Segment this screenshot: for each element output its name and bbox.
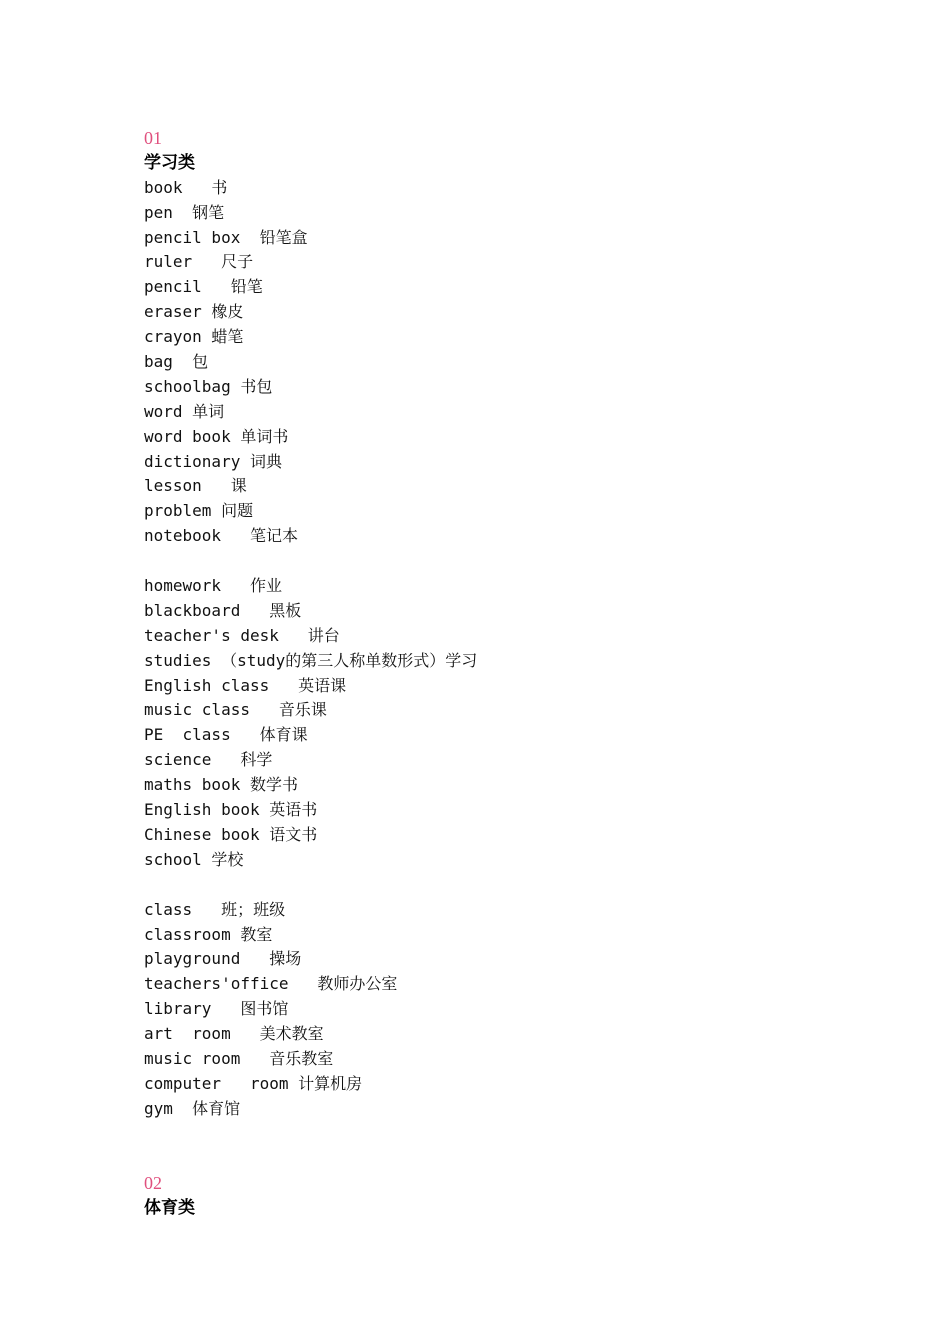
vocab-item: maths book 数学书 [144,775,298,795]
vocab-item: science 科学 [144,750,273,770]
vocab-group-2 [144,574,844,873]
vocab-item: Chinese book 语文书 [144,824,318,844]
document-page [144,126,844,1221]
vocab-item: art room 美术教室 [144,1024,324,1044]
section-number: 02 [144,1173,162,1194]
vocab-item: problem 问题 [144,501,254,521]
vocab-item: playground 操场 [144,949,302,969]
blank-line [144,1147,844,1172]
vocab-item: pen 钢笔 [144,202,225,222]
vocab-item: classroom 教室 [144,924,273,944]
vocab-item: word 单词 [144,401,225,421]
vocab-item: studies （study的第三人称单数形式）学习 [144,650,478,670]
vocab-group-3 [144,898,844,1122]
vocab-item: music class 音乐课 [144,700,327,720]
vocab-item: word book 单词书 [144,426,289,446]
vocab-item: school 学校 [144,849,244,869]
section-heading: 学习类 [144,152,195,173]
vocab-item: blackboard 黑板 [144,600,302,620]
vocab-item: book 书 [144,177,228,197]
vocab-item: ruler 尺子 [144,252,254,272]
vocab-item: class 班；班级 [144,899,286,919]
vocab-item: dictionary 词典 [144,451,282,471]
vocab-item: pencil box 铅笔盒 [144,227,308,247]
vocab-item: English class 英语课 [144,675,347,695]
vocab-item: library 图书馆 [144,999,289,1019]
vocab-item: pencil 铅笔 [144,277,263,297]
vocab-item: crayon 蜡笔 [144,327,244,347]
vocab-item: schoolbag 书包 [144,376,273,396]
blank-line [144,549,844,574]
vocab-item: PE class 体育课 [144,725,308,745]
vocab-item: computer room 计算机房 [144,1073,363,1093]
vocab-item: teacher's desk 讲台 [144,625,340,645]
vocab-item: teachers'office 教师办公室 [144,974,398,994]
section-number: 01 [144,128,162,148]
vocab-item: bag 包 [144,352,209,372]
vocab-item: lesson 课 [144,476,247,496]
vocab-item: gym 体育馆 [144,1098,241,1118]
vocab-item: eraser 橡皮 [144,302,244,322]
section-heading: 体育类 [144,1198,195,1219]
vocab-item: music room 音乐教室 [144,1048,334,1068]
vocab-group-1 [144,176,844,549]
vocab-item: notebook 笔记本 [144,526,298,546]
vocab-item: homework 作业 [144,576,282,596]
blank-line [144,873,844,898]
vocab-item: English book 英语书 [144,800,318,820]
blank-line [144,1122,844,1147]
